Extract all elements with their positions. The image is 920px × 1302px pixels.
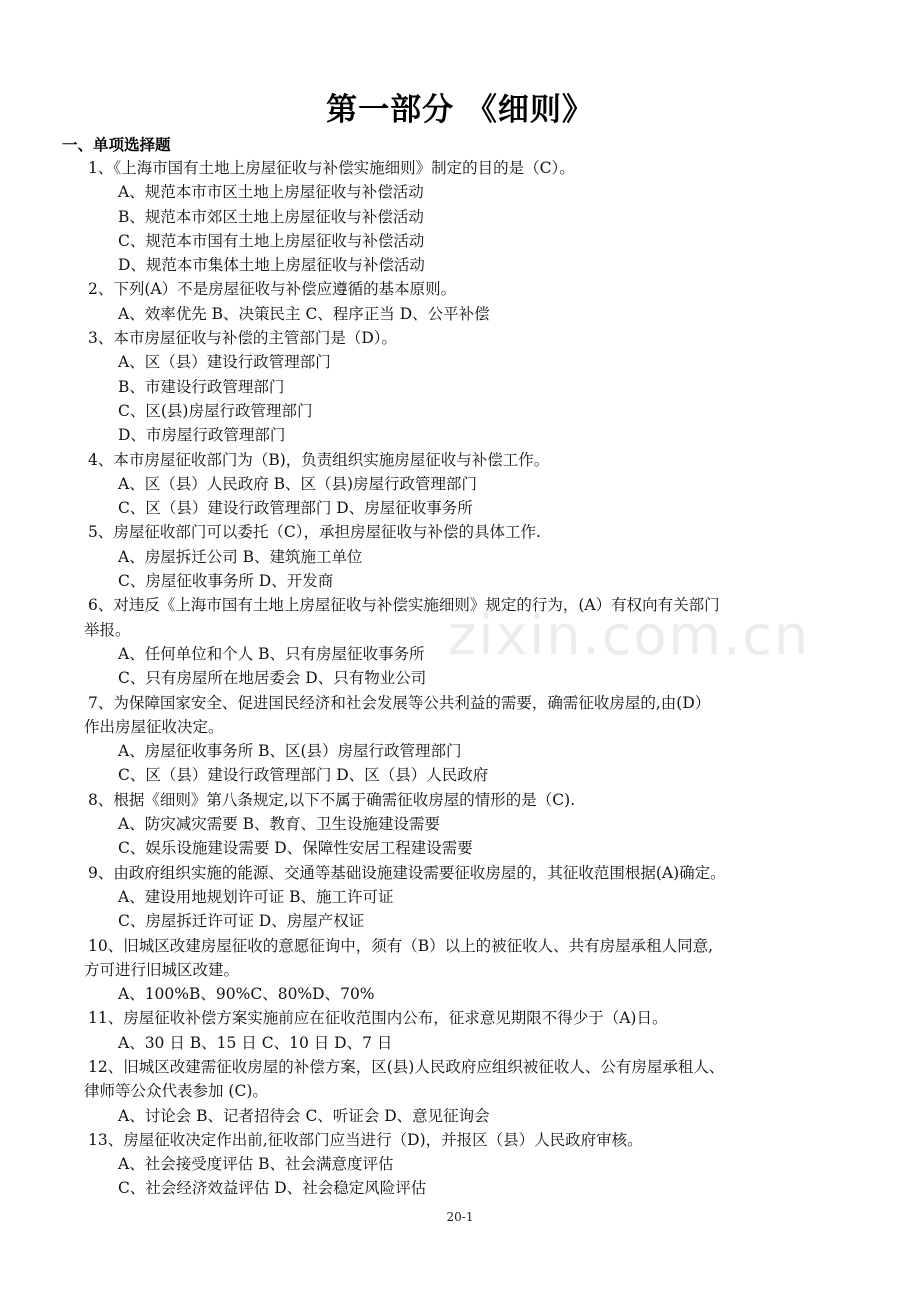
- question-text: 13、房屋征收决定作出前,征收部门应当进行（D)，并报区（县）人民政府审核。: [88, 1130, 643, 1149]
- question-text: 3、本市房屋征收与补偿的主管部门是（D）。: [88, 329, 398, 348]
- question-text: 12、旧城区改建需征收房屋的补偿方案，区(县)人民政府应组织被征收人、公有房屋承租人、: [88, 1057, 725, 1076]
- answer-options: C、只有房屋所在地居委会 D、只有物业公司: [118, 669, 427, 688]
- answer-options: A、规范本市市区土地上房屋征收与补偿活动: [118, 183, 424, 202]
- answer-options: A、建设用地规划许可证 B、施工许可证: [118, 887, 394, 906]
- question-text: 2、下列(A）不是房屋征收与补偿应遵循的基本原则。: [88, 280, 457, 299]
- answer-options: B、规范本市郊区土地上房屋征收与补偿活动: [118, 207, 424, 226]
- answer-options: C、房屋拆迁许可证 D、房屋产权证: [118, 912, 365, 931]
- question-text: 5、房屋征收部门可以委托（C），承担房屋征收与补偿的具体工作.: [88, 523, 541, 542]
- answer-options: C、区（县）建设行政管理部门 D、房屋征收事务所: [118, 499, 473, 518]
- answer-options: D、规范本市集体土地上房屋征收与补偿活动: [118, 256, 425, 275]
- question-text: 6、对违反《上海市国有土地上房屋征收与补偿实施细则》规定的行为，(A）有权向有关部门: [88, 596, 720, 615]
- answer-options: C、区(县)房屋行政管理部门: [118, 401, 313, 420]
- watermark: zixin.com.cn: [448, 604, 811, 667]
- answer-options: C、房屋征收事务所 D、开发商: [118, 572, 334, 591]
- answer-options: C、娱乐设施建设需要 D、保障性安居工程建设需要: [118, 839, 473, 858]
- answer-options: A、防灾减灾需要 B、教育、卫生设施建设需要: [118, 815, 441, 834]
- question-text-continued: 律师等公众代表参加 (C)。: [84, 1082, 268, 1101]
- question-text: 9、由政府组织实施的能源、交通等基础设施建设需要征收房屋的，其征收范围根据(A)确定。: [88, 863, 726, 882]
- page-title: 第一部分 《细则》: [326, 92, 594, 128]
- question-text-continued: 作出房屋征收决定。: [84, 717, 224, 736]
- question-text: 11、房屋征收补偿方案实施前应在征收范围内公布，征求意见期限不得少于（A)日。: [88, 1009, 668, 1028]
- answer-options: D、市房屋行政管理部门: [118, 426, 286, 445]
- answer-options: A、房屋拆迁公司 B、建筑施工单位: [118, 547, 363, 566]
- question-text: 1、《上海市国有土地上房屋征收与补偿实施细则》制定的目的是（C）。: [88, 159, 575, 177]
- answer-options: A、区（县）建设行政管理部门: [118, 353, 331, 372]
- answer-options: A、100%B、90%C、80%D、70%: [118, 985, 375, 1004]
- answer-options: A、区（县）人民政府 B、区（县)房屋行政管理部门: [118, 474, 478, 493]
- answer-options: A、房屋征收事务所 B、区(县）房屋行政管理部门: [118, 742, 462, 761]
- question-list: [84, 156, 848, 1201]
- answer-options: A、效率优先 B、决策民主 C、程序正当 D、公平补偿: [118, 304, 490, 323]
- question-text-continued: 方可进行旧城区改建。: [84, 960, 240, 979]
- page-number: 20-1: [446, 1210, 474, 1224]
- answer-options: A、30 日 B、15 日 C、10 日 D、7 日: [118, 1033, 393, 1052]
- question-text: 7、为保障国家安全、促进国民经济和社会发展等公共利益的需要，确需征收房屋的,由(D）: [88, 693, 711, 712]
- answer-options: C、规范本市国有土地上房屋征收与补偿活动: [118, 231, 425, 250]
- question-text-continued: 举报。: [84, 620, 131, 639]
- section-heading: 一、单项选择题: [62, 136, 171, 154]
- question-text: 8、根据《细则》第八条规定,以下不属于确需征收房屋的情形的是（C).: [88, 790, 576, 809]
- answer-options: C、社会经济效益评估 D、社会稳定风险评估: [118, 1179, 427, 1198]
- answer-options: C、区（县）建设行政管理部门 D、区（县）人民政府: [118, 766, 489, 785]
- answer-options: A、讨论会 B、记者招待会 C、听证会 D、意见征询会: [118, 1106, 490, 1125]
- answer-options: A、任何单位和个人 B、只有房屋征收事务所: [118, 644, 425, 663]
- answer-options: B、市建设行政管理部门: [118, 377, 285, 396]
- answer-options: A、社会接受度评估 B、社会满意度评估: [118, 1155, 394, 1174]
- question-text: 4、本市房屋征收部门为（B)，负责组织实施房屋征收与补偿工作。: [88, 450, 550, 469]
- question-text: 10、旧城区改建房屋征收的意愿征询中，须有（B）以上的被征收人、共有房屋承租人同意,: [88, 936, 714, 955]
